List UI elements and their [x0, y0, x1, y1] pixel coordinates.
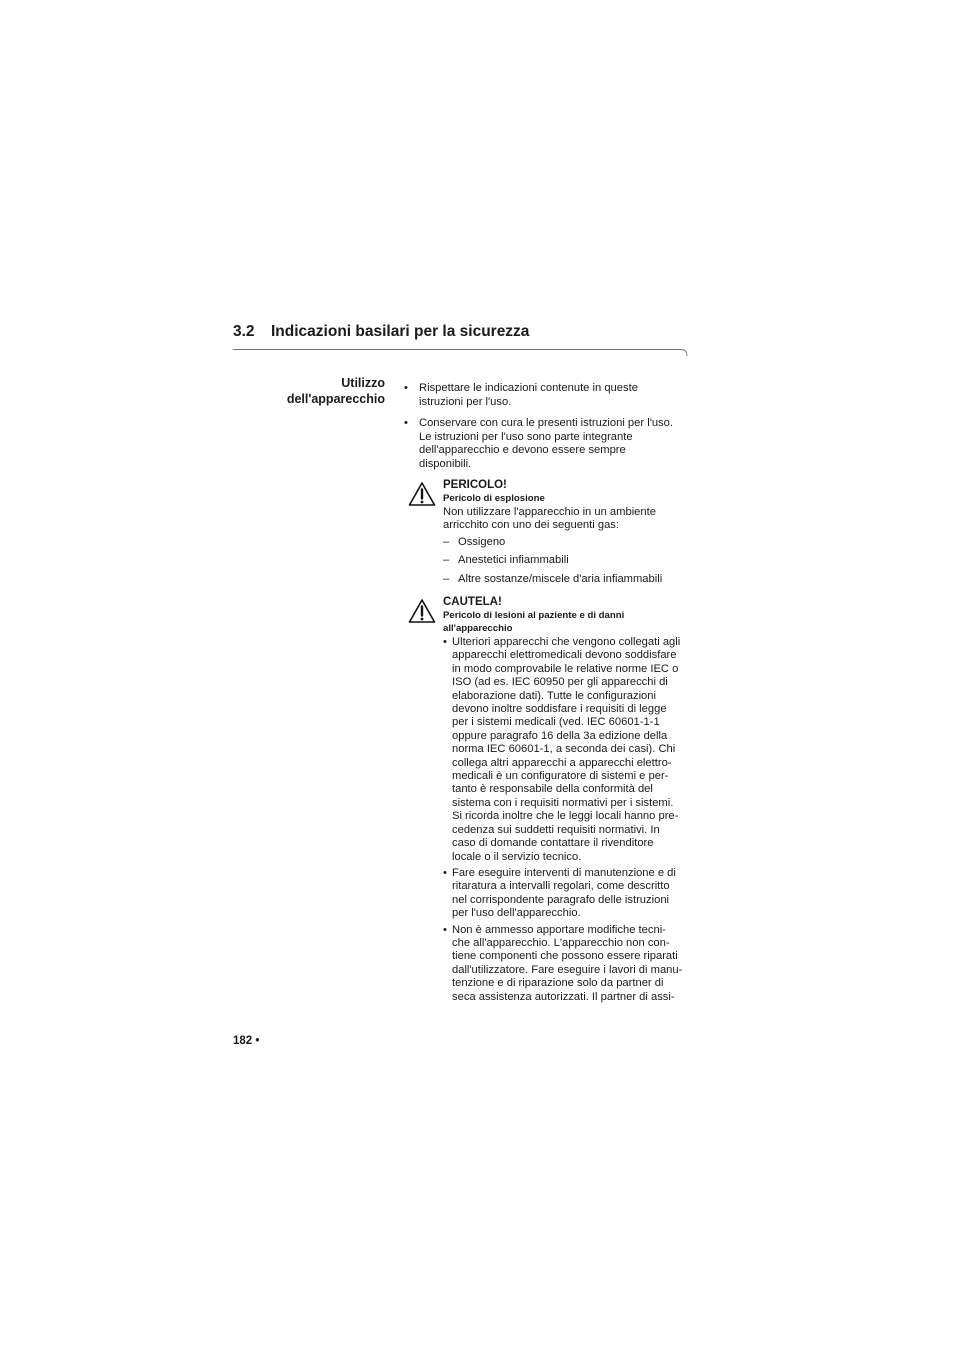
text-line: norma IEC 60601-1, a seconda dei casi). Chi: [452, 743, 676, 756]
text-line: istruzioni per l'uso.: [419, 395, 512, 408]
text-line: ISO (ad es. IEC 60950 per gli apparecchi di: [452, 676, 668, 689]
text-line: oppure paragrafo 16 della 3a edizione della: [452, 729, 668, 742]
section-title: Indicazioni basilari per la sicurezza: [271, 323, 530, 340]
text-line: tanto è responsabile della conformità del: [452, 783, 653, 796]
heading-rule: [233, 349, 688, 359]
danger-gas-item: [443, 536, 693, 550]
text-line: Non è ammesso apportare modifiche tecni-: [452, 923, 666, 936]
text-line: tenzione e di riparazione solo da partner di: [452, 977, 664, 990]
caution-item: [443, 924, 693, 1004]
warning-triangle-icon: [408, 598, 436, 624]
text-line: seca assistenza autorizzati. Il partner di assi-: [452, 990, 675, 1003]
side-label: [240, 375, 385, 407]
danger-title: PERICOLO!: [443, 479, 507, 491]
text-line: che all'apparecchio. L'apparecchio non con-: [452, 936, 670, 949]
caution-subtitle: Pericolo di lesioni al paziente e di danni: [443, 610, 625, 621]
bullet-marker: •: [404, 382, 408, 394]
caution-item: [443, 636, 693, 864]
caution-title: CAUTELA!: [443, 596, 502, 608]
danger-notice: [443, 478, 693, 586]
bullet-marker: •: [404, 417, 408, 429]
text-line: Le istruzioni per l'uso sono parte integrante: [419, 430, 633, 443]
text-line: nel corrispondente paragrafo delle istruzioni: [452, 893, 670, 906]
section-heading: [233, 323, 529, 341]
bullet-marker: •: [443, 636, 447, 648]
text-line: collega altri apparecchi a apparecchi elettro-: [452, 756, 672, 769]
text-line: per l'uso dell'apparecchio.: [452, 907, 581, 920]
caution-item: [443, 867, 693, 921]
text-line: dell'apparecchio e devono essere sempre: [419, 444, 626, 456]
text-line: apparecchi elettromedicali devono soddisfare: [452, 649, 677, 662]
dash-marker: –: [443, 572, 450, 585]
danger-subtitle: Pericolo di esplosione: [443, 493, 545, 504]
text-line: tiene componenti che possono essere riparati: [452, 950, 678, 963]
warning-triangle-icon: [408, 481, 436, 507]
text-line: medicali è un configuratore di sistemi e per-: [452, 770, 669, 783]
page-number: 182 •: [233, 1035, 260, 1047]
caution-notice: [443, 595, 693, 1004]
text-line: Ulteriori apparecchi che vengono collegati agli: [452, 636, 681, 648]
text-line: dall'utilizzatore. Fare eseguire i lavori di manu-: [452, 963, 683, 976]
text-line: locale o il servizio tecnico.: [452, 850, 582, 863]
caution-subtitle: all'apparecchio: [443, 622, 513, 634]
text-line: devono inoltre soddisfare i requisiti di legge: [452, 703, 667, 716]
text-line: Non utilizzare l'apparecchio in un ambiente: [443, 505, 656, 518]
text-line: Conservare con cura le presenti istruzioni per l'uso.: [419, 417, 673, 429]
danger-gas-label: Anestetici infiammabili: [458, 554, 569, 566]
text-line: Fare eseguire interventi di manutenzione e di: [452, 866, 676, 879]
text-line: Si ricorda inoltre che le leggi locali hanno pre-: [452, 810, 679, 823]
text-line: cedenza sui suddetti requisiti normativi. In: [452, 823, 660, 836]
text-line: elaborazione dati). Tutte le configurazioni: [452, 689, 656, 702]
text-line: caso di domande contattare il rivenditore: [452, 837, 654, 850]
section-number: 3.2: [233, 323, 255, 340]
text-line: sistema con i requisiti normativi per i sistemi.: [452, 796, 674, 809]
text-line: arricchito con uno dei seguenti gas:: [443, 519, 620, 531]
text-line: Rispettare le indicazioni contenute in queste: [419, 382, 638, 394]
text-line: disponibili.: [419, 457, 472, 470]
text-line: ritaratura a intervalli regolari, come descritto: [452, 880, 670, 893]
dash-marker: –: [443, 554, 450, 566]
danger-gas-label: Altre sostanze/miscele d'aria infiammabili: [458, 572, 663, 585]
bullet-marker: •: [443, 866, 447, 879]
side-label-line: dell'apparecchio: [286, 392, 385, 406]
side-label-line: Utilizzo: [341, 376, 385, 390]
danger-gas-item: [443, 554, 693, 568]
text-line: per i sistemi medicali (ved. IEC 60601-1-1: [452, 716, 660, 729]
danger-gas-item: [443, 573, 693, 587]
bullet-marker: •: [443, 923, 447, 936]
text-line: in modo comprovabile le relative norme IEC o: [452, 662, 679, 675]
danger-gas-label: Ossigeno: [458, 535, 506, 548]
dash-marker: –: [443, 535, 450, 548]
